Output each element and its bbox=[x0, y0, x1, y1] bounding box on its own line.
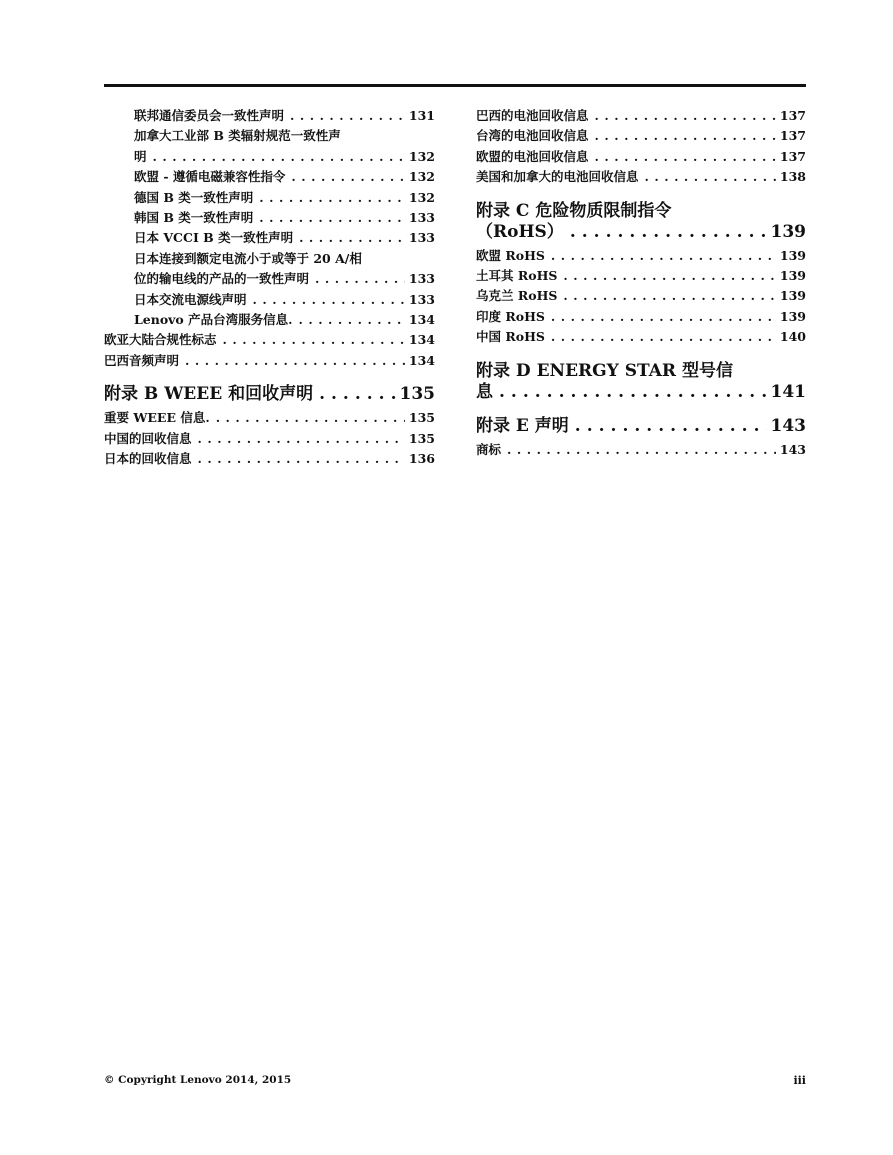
toc-leader-dots bbox=[210, 408, 405, 428]
toc-appendix-d[interactable] bbox=[476, 361, 806, 403]
toc-entry-title: 加拿大工业部 B 类辐射规范一致性声 bbox=[134, 128, 341, 144]
toc-page-number: 132 bbox=[408, 189, 435, 205]
toc-leader-dots bbox=[564, 222, 767, 243]
toc-page-number: 140 bbox=[779, 329, 806, 345]
toc-leader-dots bbox=[179, 351, 405, 371]
header-rule bbox=[104, 84, 806, 87]
toc-page-number: 141 bbox=[770, 381, 806, 402]
toc-entry-title: 欧盟 RoHS bbox=[476, 247, 545, 263]
toc-right-column bbox=[476, 106, 806, 460]
toc-entry-canada[interactable] bbox=[104, 126, 435, 167]
toc-page-number: 139 bbox=[779, 308, 806, 324]
toc-entry-weee[interactable] bbox=[104, 408, 435, 428]
toc-entry-title: 联邦通信委员会一致性声明 bbox=[134, 108, 285, 123]
toc-entry-korea[interactable] bbox=[104, 208, 435, 228]
toc-entry-brazil-audio[interactable] bbox=[104, 351, 435, 371]
toc-leader-dots bbox=[192, 429, 405, 449]
toc-entry-turkey-rohs[interactable] bbox=[476, 266, 806, 286]
toc-entry-taiwan-battery[interactable] bbox=[476, 126, 806, 146]
toc-appendix-b[interactable] bbox=[104, 384, 435, 405]
toc-entry-title: 巴西音频声明 bbox=[104, 352, 180, 368]
toc-page-number: 139 bbox=[770, 221, 806, 242]
toc-entry-us-canada-battery[interactable] bbox=[476, 167, 806, 187]
toc-entry-title: 乌克兰 RoHS bbox=[476, 288, 558, 304]
toc-appendix-title: 附录 D ENERGY STAR 型号信 bbox=[476, 360, 733, 381]
toc-page-number: 137 bbox=[779, 148, 806, 164]
toc-appendix-title: 附录 E 声明 bbox=[476, 415, 569, 436]
toc-appendix-title-cont: （RoHS） bbox=[476, 221, 564, 242]
toc-page-number: 132 bbox=[408, 169, 435, 185]
toc-leader-dots bbox=[293, 228, 405, 248]
toc-page-number: 133 bbox=[408, 271, 435, 287]
toc-page-number: 134 bbox=[408, 312, 435, 328]
toc-entry-eurasia[interactable] bbox=[104, 330, 435, 350]
toc-entry-title: 日本 VCCI B 类一致性声明 bbox=[134, 230, 294, 246]
toc-page-number: 143 bbox=[770, 415, 806, 436]
toc-entry-title: 巴西的电池回收信息 bbox=[476, 108, 589, 123]
toc-leader-dots bbox=[589, 147, 776, 167]
toc-appendix-c[interactable] bbox=[476, 201, 806, 243]
toc-entry-india-rohs[interactable] bbox=[476, 307, 806, 327]
toc-leader-dots bbox=[589, 106, 776, 126]
toc-entry-japan-vcci[interactable] bbox=[104, 228, 435, 248]
toc-page-number: 138 bbox=[779, 169, 806, 185]
toc-page-number: 131 bbox=[408, 108, 435, 123]
toc-leader-dots bbox=[284, 106, 405, 126]
toc-leader-dots bbox=[545, 307, 776, 327]
toc-entry-title: 重要 WEEE 信息. bbox=[104, 410, 210, 426]
toc-entry-title: 欧盟的电池回收信息 bbox=[476, 148, 589, 164]
toc-entry-title: 日本的回收信息 bbox=[104, 451, 192, 467]
toc-leader-dots bbox=[292, 310, 404, 330]
toc-page-number: 135 bbox=[408, 430, 435, 446]
toc-page-number: 137 bbox=[779, 128, 806, 144]
toc-entry-title: 中国的回收信息 bbox=[104, 430, 192, 446]
toc-appendix-title: 附录 B WEEE 和回收声明 bbox=[104, 384, 314, 405]
toc-entry-germany[interactable] bbox=[104, 188, 435, 208]
toc-entry-title: 台湾的电池回收信息 bbox=[476, 128, 589, 144]
toc-page-number: 133 bbox=[408, 210, 435, 226]
toc-appendix-title-cont: 息 bbox=[476, 381, 493, 402]
toc-appendix-title: 附录 C 危险物质限制指令 bbox=[476, 200, 672, 221]
toc-leader-dots bbox=[557, 286, 775, 306]
toc-entry-title: 日本交流电源线声明 bbox=[134, 291, 247, 307]
toc-entry-china-recycle[interactable] bbox=[104, 429, 435, 449]
toc-leader-dots bbox=[253, 188, 405, 208]
toc-page-number: 133 bbox=[408, 230, 435, 246]
toc-page-number: 137 bbox=[779, 108, 806, 123]
toc-entry-title: Lenovo 产品台湾服务信息. bbox=[134, 312, 293, 328]
toc-entry-japan-ac[interactable] bbox=[104, 290, 435, 310]
footer-page-number: iii bbox=[793, 1074, 806, 1087]
toc-leader-dots bbox=[557, 266, 775, 286]
toc-leader-dots bbox=[192, 449, 405, 469]
toc-entry-title: 中国 RoHS bbox=[476, 329, 545, 345]
toc-page-number: 143 bbox=[779, 441, 806, 457]
toc-entry-title: 印度 RoHS bbox=[476, 308, 545, 324]
toc-entry-eu-battery[interactable] bbox=[476, 147, 806, 167]
toc-page-number: 134 bbox=[408, 332, 435, 348]
toc-entry-fcc[interactable] bbox=[104, 106, 435, 126]
toc-entry-title: 欧亚大陆合规性标志 bbox=[104, 332, 217, 348]
toc-entry-title: 美国和加拿大的电池回收信息 bbox=[476, 169, 639, 185]
toc-entry-title: 日本连接到额定电流小于或等于 20 A/相 bbox=[134, 250, 362, 266]
toc-leader-dots bbox=[545, 327, 776, 347]
toc-leader-dots bbox=[545, 246, 776, 266]
toc-leader-dots bbox=[217, 330, 405, 350]
toc-appendix-e[interactable] bbox=[476, 416, 806, 437]
toc-entry-japan-20a[interactable] bbox=[104, 249, 435, 290]
toc-leader-dots bbox=[493, 382, 767, 403]
toc-page-number: 134 bbox=[408, 352, 435, 368]
toc-page-number: 135 bbox=[408, 410, 435, 426]
toc-leader-dots bbox=[147, 147, 405, 167]
toc-leader-dots bbox=[313, 384, 395, 405]
toc-leader-dots bbox=[309, 269, 405, 289]
toc-page-number: 139 bbox=[779, 268, 806, 284]
footer-copyright: © Copyright Lenovo 2014, 2015 bbox=[104, 1074, 292, 1086]
toc-page-number: 133 bbox=[408, 291, 435, 307]
toc-leader-dots bbox=[569, 416, 767, 437]
toc-entry-trademarks[interactable] bbox=[476, 440, 806, 460]
toc-entry-title: 欧盟 - 遵循电磁兼容性指令 bbox=[134, 169, 286, 185]
toc-entry-title-cont: 明 bbox=[134, 148, 147, 164]
toc-entry-japan-recycle[interactable] bbox=[104, 449, 435, 469]
toc-page-number: 132 bbox=[408, 148, 435, 164]
toc-page-number: 139 bbox=[779, 247, 806, 263]
toc-entry-china-rohs[interactable] bbox=[476, 327, 806, 347]
toc-leader-dots bbox=[247, 290, 405, 310]
toc-entry-title-cont: 位的输电线的产品的一致性声明 bbox=[134, 271, 310, 287]
toc-leader-dots bbox=[501, 440, 776, 460]
toc-leader-dots bbox=[589, 126, 776, 146]
toc-entry-title: 韩国 B 类一致性声明 bbox=[134, 210, 254, 226]
toc-page-number: 139 bbox=[779, 288, 806, 304]
toc-entry-taiwan-service[interactable] bbox=[104, 310, 435, 330]
toc-entry-title: 商标 bbox=[476, 441, 502, 457]
toc-page-number: 136 bbox=[408, 451, 435, 467]
toc-leader-dots bbox=[639, 167, 776, 187]
toc-entry-eu-rohs[interactable] bbox=[476, 246, 806, 266]
toc-entry-ukraine-rohs[interactable] bbox=[476, 286, 806, 306]
toc-left-column bbox=[104, 106, 435, 470]
toc-entry-brazil-battery[interactable] bbox=[476, 106, 806, 126]
toc-leader-dots bbox=[285, 167, 405, 187]
toc-leader-dots bbox=[253, 208, 405, 228]
toc-entry-eu-emc[interactable] bbox=[104, 167, 435, 187]
toc-entry-title: 土耳其 RoHS bbox=[476, 268, 558, 284]
toc-page-number: 135 bbox=[399, 384, 435, 405]
toc-entry-title: 德国 B 类一致性声明 bbox=[134, 189, 254, 205]
